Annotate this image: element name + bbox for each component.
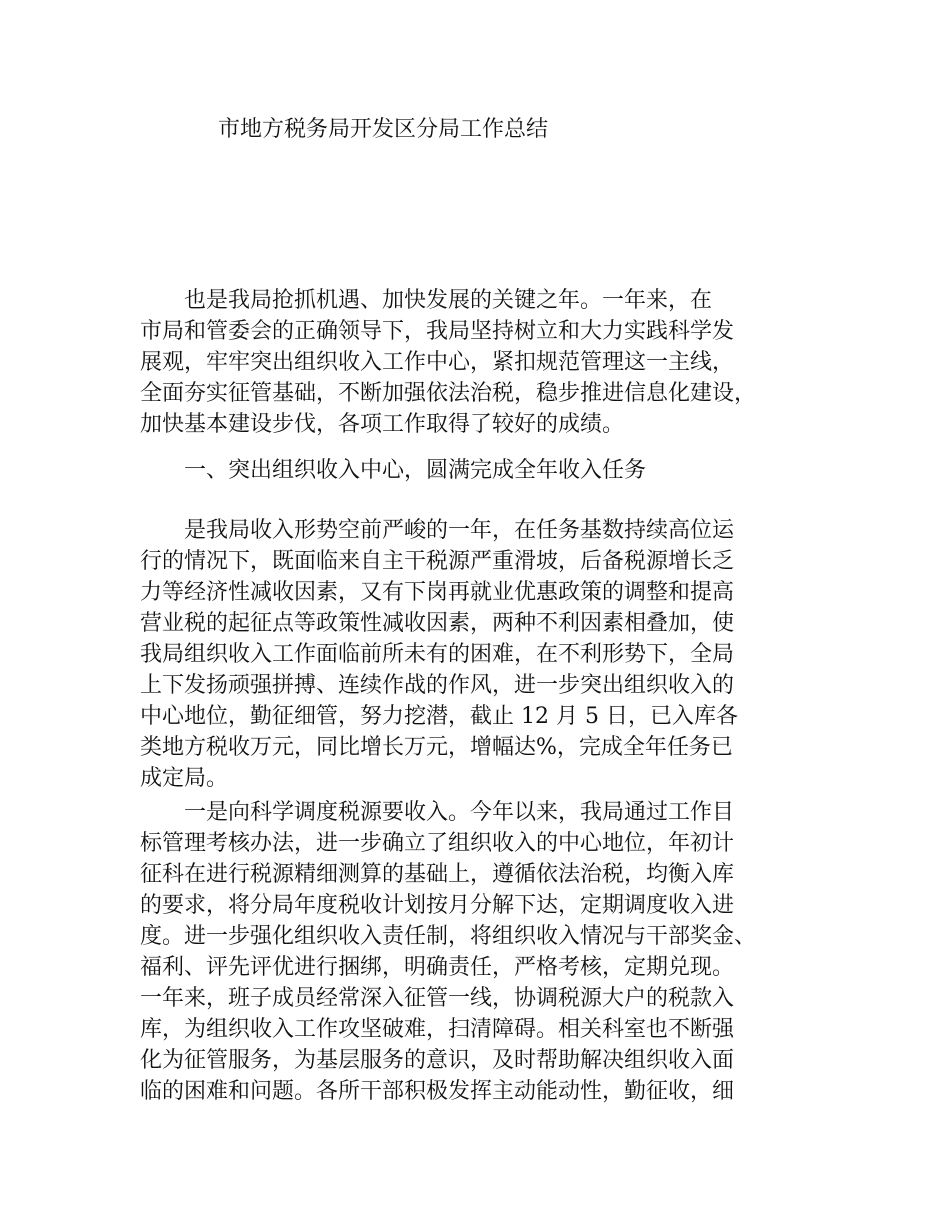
text-line: 度。进一步强化组织收入责任制，将组织收入情况与干部奖金、 — [140, 924, 757, 949]
text-line: 加快基本建设步伐，各项工作取得了较好的成绩。 — [140, 412, 625, 437]
text-line: 力等经济性减收因素，又有下岗再就业优惠政策的调整和提高 — [140, 580, 735, 605]
text-line: 中心地位，勤征细管，努力挖潜，截止 12 月 5 日，已入库各 — [140, 704, 738, 729]
text-line: 征科在进行税源精细测算的基础上，遵循依法治税，均衡入库 — [140, 862, 735, 887]
text-line: 临的困难和问题。各所干部积极发挥主动能动性，勤征收，细 — [140, 1079, 735, 1104]
text-line: 化为征管服务，为基层服务的意识，及时帮助解决组织收入面 — [140, 1048, 735, 1073]
paragraph-scheduling — [140, 797, 840, 1107]
paragraph-intro — [140, 285, 840, 440]
text-line: 是我局收入形势空前严峻的一年，在任务基数持续高位运 — [140, 518, 735, 543]
text-line: 行的情况下，既面临来自主干税源严重滑坡，后备税源增长乏 — [140, 549, 735, 574]
section-heading-text: 一、突出组织收入中心，圆满完成全年收入任务 — [140, 458, 647, 483]
text-line: 的要求，将分局年度税收计划按月分解下达，定期调度收入进 — [140, 893, 735, 918]
text-line: 市局和管委会的正确领导下，我局坚持树立和大力实践科学发 — [140, 319, 735, 344]
text-line: 也是我局抢抓机遇、加快发展的关键之年。一年来，在 — [140, 288, 713, 313]
text-line: 一是向科学调度税源要收入。今年以来，我局通过工作目 — [140, 800, 735, 825]
text-line: 营业税的起征点等政策性减收因素，两种不利因素相叠加，使 — [140, 611, 735, 636]
text-line: 库，为组织收入工作攻坚破难，扫清障碍。相关科室也不断强 — [140, 1017, 735, 1042]
document-title: 市地方税务局开发区分局工作总结 — [218, 117, 549, 142]
text-line: 福利、评先评优进行捆绑，明确责任，严格考核，定期兑现。 — [140, 955, 735, 980]
text-line: 我局组织收入工作面临前所未有的困难，在不利形势下，全局 — [140, 642, 735, 667]
text-line: 展观，牢牢突出组织收入工作中心，紧扣规范管理这一主线， — [140, 350, 735, 375]
text-line: 成定局。 — [140, 766, 229, 791]
text-line: 类地方税收万元，同比增长万元，增幅达%，完成全年任务已 — [140, 735, 733, 760]
section-heading — [140, 455, 840, 486]
text-line: 上下发扬顽强拼搏、连续作战的作风，进一步突出组织收入的 — [140, 673, 735, 698]
text-line: 一年来，班子成员经常深入征管一线，协调税源大户的税款入 — [140, 986, 735, 1011]
paragraph-revenue — [140, 515, 840, 794]
text-line: 标管理考核办法，进一步确立了组织收入的中心地位，年初计 — [140, 831, 735, 856]
text-line: 全面夯实征管基础，不断加强依法治税，稳步推进信息化建设， — [140, 381, 757, 406]
